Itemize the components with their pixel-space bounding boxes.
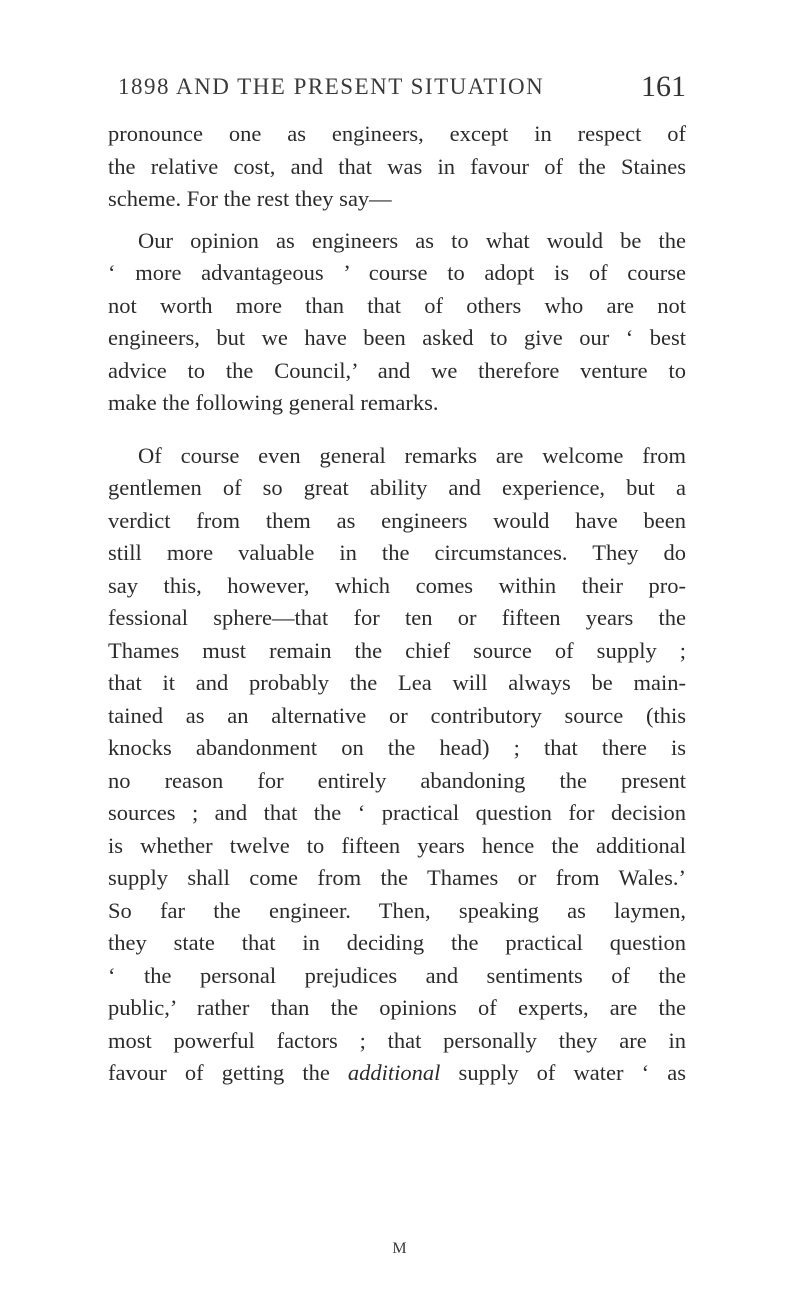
text-line: pronounce one as engineers, except in respect of <box>108 121 686 146</box>
running-head <box>118 70 686 110</box>
text-line: sources ; and that the ‘ practical question for decision <box>108 800 686 825</box>
text-line: that it and probably the Lea will always be main- <box>108 670 686 695</box>
quote-line: ‘ more advantageous ’ course to adopt is of course <box>108 260 686 285</box>
text-line: fessional sphere—that for ten or fifteen years the <box>108 605 686 630</box>
paragraph-gap <box>108 216 686 225</box>
body-text <box>108 118 686 1090</box>
text-line: no reason for entirely abandoning the present <box>108 767 686 793</box>
text-line-final <box>108 1057 686 1090</box>
text-line: ‘ the personal prejudices and sentiments of the <box>108 962 686 988</box>
text-line: knocks abandonment on the head) ; that there is <box>108 735 686 760</box>
text-line: gentlemen of so great ability and experience, but a <box>108 475 686 500</box>
page-number: 161 <box>641 70 686 103</box>
text-line: public,’ rather than the opinions of experts, are the <box>108 995 686 1020</box>
signature-mark: M <box>392 1240 408 1257</box>
text-line: say this, however, which comes within their pro- <box>108 572 686 598</box>
quote-line: not worth more than that of others who are not <box>108 292 686 318</box>
text-line: tained as an alternative or contributory source (this <box>108 702 686 728</box>
text-run: supply of water ‘ as <box>440 1060 686 1085</box>
quote-line: Our opinion as engineers as to what would be the <box>138 227 686 253</box>
quote-line: make the following general remarks. <box>108 390 439 415</box>
text-line: scheme. For the rest they say— <box>108 186 392 211</box>
text-run: favour of getting the <box>108 1060 348 1085</box>
text-line: they state that in deciding the practical question <box>108 930 686 955</box>
text-line: is whether twelve to fifteen years hence the additional <box>108 832 686 858</box>
running-title: 1898 AND THE PRESENT SITUATION <box>118 74 545 99</box>
text-line: the relative cost, and that was in favour of the Staines <box>108 153 686 179</box>
quote-line: engineers, but we have been asked to give our ‘ best <box>108 325 686 350</box>
paragraph-gap <box>108 420 686 440</box>
text-line: most powerful factors ; that personally they are in <box>108 1027 686 1053</box>
text-line: So far the engineer. Then, speaking as laymen, <box>108 897 686 923</box>
emphasized-word: additional <box>347 1060 441 1085</box>
text-line: Thames must remain the chief source of supply ; <box>108 637 686 663</box>
text-line: still more valuable in the circumstances. They do <box>108 540 686 565</box>
quote-line: advice to the Council,’ and we therefore venture to <box>108 357 686 383</box>
text-line: Of course even general remarks are welcome from <box>138 442 686 468</box>
text-line: verdict from them as engineers would have been <box>108 507 686 533</box>
text-line: supply shall come from the Thames or from Wales.’ <box>108 865 686 890</box>
